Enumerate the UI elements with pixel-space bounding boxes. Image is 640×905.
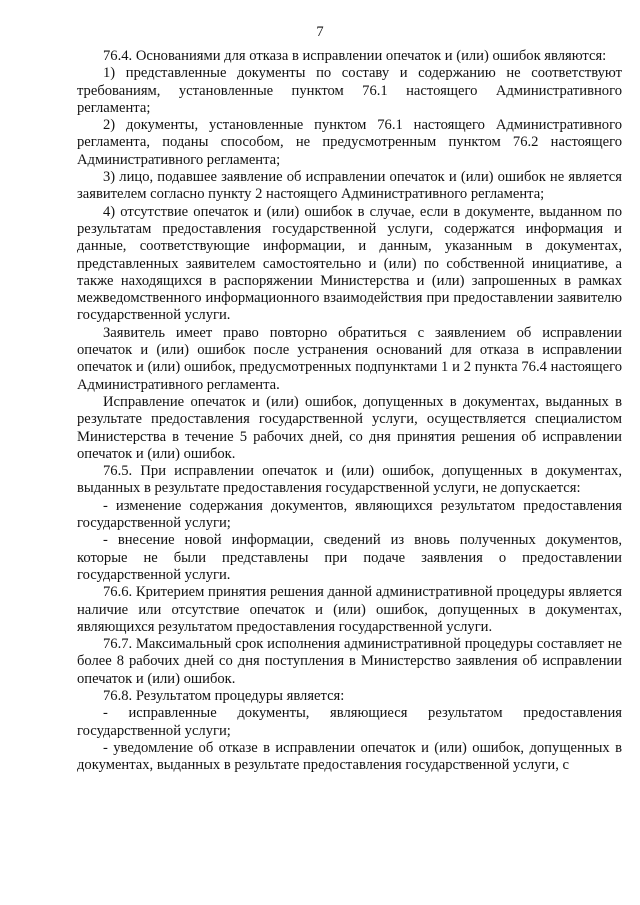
paragraph-76-6: 76.6. Критерием принятия решения данной административной процедуры является наличие или отсутствие опечаток и (или) ошибок, допущенных в документах, являющихся результатом предоставления государственной услуги. bbox=[77, 584, 622, 635]
paragraph-76-5-item-1: - изменение содержания документов, являющихся результатом предоставления государственной услуги; bbox=[77, 497, 622, 532]
paragraph-76-8: 76.8. Результатом процедуры является: bbox=[103, 687, 345, 704]
paragraph-76-8-item-2: - уведомление об отказе в исправлении опечаток и (или) ошибок, допущенных в документах, выданных в результате предоставления государственной услуги, с bbox=[77, 739, 622, 774]
paragraph-76-5-item-2: - внесение новой информации, сведений из вновь полученных документов, которые не были представлены при подаче заявления о предоставлении государственной услуги. bbox=[77, 532, 622, 583]
paragraph-76-5: 76.5. При исправлении опечаток и (или) ошибок, допущенных в документах, выданных в результате предоставления государственной услуги, не допускается: bbox=[77, 463, 622, 497]
paragraph-item-1: 1) представленные документы по составу и содержанию не соответствуют требованиям, установленные пунктом 76.1 настоящего Административного регламента; bbox=[77, 65, 622, 116]
page-number: 7 bbox=[316, 24, 324, 40]
body-text bbox=[77, 48, 622, 774]
paragraph-76-7: 76.7. Максимальный срок исполнения административной процедуры составляет не более 8 рабочих дней со дня поступления в Министерство заявления об исправлении опечаток и (или) ошибок. bbox=[77, 636, 622, 687]
paragraph-76-4-heading: 76.4. Основаниями для отказа в исправлении опечаток и (или) ошибок являются: bbox=[103, 48, 607, 64]
paragraph-repeat-request: Заявитель имеет право повторно обратиться с заявлением об исправлении опечаток и (или) ошибок после устранения оснований для отказа в исправлении опечаток и (или) ошибок, предусмотренных подпунктами 1 и 2 пункта 76.4 настоящего Административного регламента. bbox=[77, 324, 622, 393]
paragraph-correction-term: Исправление опечаток и (или) ошибок, допущенных в документах, выданных в результате предоставления государственной услуги, осуществляется специалистом Министерства в течение 5 рабочих дней, со дня принятия решения об исправлении опечаток и (или) ошибок. bbox=[77, 393, 622, 462]
paragraph-item-4: 4) отсутствие опечаток и (или) ошибок в случае, если в документе, выданном по результатам предоставления государственной услуги, содержатся информация и данные, соответствующие информации, и данным, указанным в документах, представленных заявителем самостоятельно и (или) по собственной инициативе, а также находящихся в распоряжении Министерства и (или) запрошенных в рамках межведомственного информационного взаимодействия при предоставлении заявителю государственной услуги. bbox=[77, 203, 622, 324]
paragraph-item-3: 3) лицо, подавшее заявление об исправлении опечаток и (или) ошибок не является заявителем согласно пункту 2 настоящего Административного регламента; bbox=[77, 169, 622, 203]
paragraph-76-8-item-1: - исправленные документы, являющиеся результатом предоставления государственной услуги; bbox=[77, 705, 622, 739]
paragraph-item-2: 2) документы, установленные пунктом 76.1 настоящего Административного регламента, поданы способом, не предусмотренным пунктом 76.2 настоящего Административного регламента; bbox=[77, 117, 622, 168]
